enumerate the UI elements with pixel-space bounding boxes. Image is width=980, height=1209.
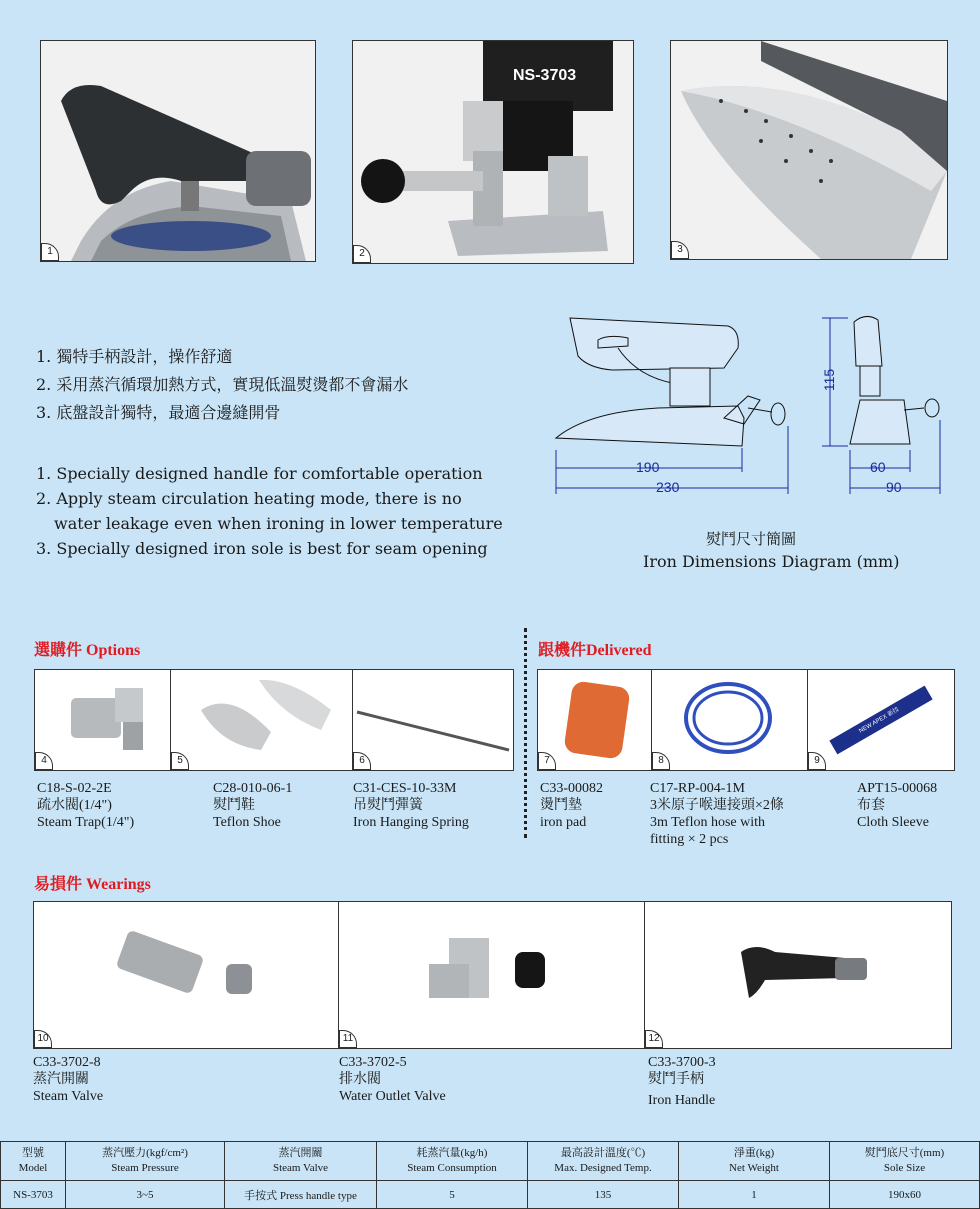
- item-number: 10: [34, 1030, 52, 1048]
- delivered-zh: 布套: [857, 798, 885, 813]
- spec-header-weight: 淨重(kg) Net Weight: [679, 1142, 830, 1181]
- photo-number: 1: [41, 243, 59, 261]
- wearing-image-water-outlet-valve: [338, 901, 646, 1049]
- option-image-steam-trap: [34, 669, 172, 771]
- spec-cell: 135: [528, 1181, 679, 1209]
- photo-iron-handle: [40, 40, 316, 262]
- option-zh: 吊熨鬥彈簧: [353, 798, 423, 813]
- dimension-lines: [548, 308, 948, 498]
- spec-data-row: [1, 1181, 980, 1209]
- section-divider: [524, 628, 527, 838]
- sleeve-text: NEW APEX 新技: [858, 706, 901, 735]
- option-en: Teflon Shoe: [213, 815, 281, 830]
- spec-header-row: [1, 1142, 980, 1181]
- wearing-en: Water Outlet Valve: [339, 1089, 446, 1104]
- spec-header-model: 型號 Model: [1, 1142, 66, 1181]
- feature-en-2: 2. Apply steam circulation heating mode, there is no: [36, 489, 462, 508]
- option-zh: 疏水閥(1/4"): [37, 798, 112, 813]
- delivered-en: 3m Teflon hose with: [650, 815, 766, 830]
- item-number: 6: [353, 752, 371, 770]
- delivered-code: APT15-00068: [857, 781, 938, 796]
- feature-zh-3: 3. 底盤設計獨特，最適合邊縫開骨: [36, 403, 281, 422]
- feature-en-3: 3. Specially designed iron sole is best for seam opening: [36, 539, 488, 558]
- steam-trap-icon: [35, 670, 171, 770]
- iron-handle-icon: [645, 902, 951, 1048]
- delivered-zh: 燙鬥墊: [540, 798, 582, 813]
- steam-valve-icon: [34, 902, 339, 1048]
- wearing-code: C33-3700-3: [648, 1055, 716, 1070]
- dim-sole-width: 60: [870, 459, 886, 475]
- spec-cell: 手按式 Press handle type: [225, 1181, 377, 1209]
- feature-en-1: 1. Specially designed handle for comfortable operation: [36, 464, 483, 483]
- spec-header-consumption: 耗蒸汽量(kg/h) Steam Consumption: [377, 1142, 528, 1181]
- wearing-code: C33-3702-8: [33, 1055, 101, 1070]
- photo-iron-sole: [670, 40, 948, 260]
- delivered-code: C33-00082: [540, 781, 603, 796]
- spec-header-temperature: 最高設計溫度(℃) Max. Designed Temp.: [528, 1142, 679, 1181]
- item-number: 11: [339, 1030, 357, 1048]
- wearing-zh: 蒸汽開關: [33, 1072, 89, 1087]
- option-code: C28-010-06-1: [213, 781, 293, 796]
- option-code: C18-S-02-2E: [37, 781, 112, 796]
- item-number: 4: [35, 752, 53, 770]
- option-code: C31-CES-10-33M: [353, 781, 457, 796]
- dim-height: 115: [821, 368, 838, 392]
- delivered-title: 跟機件Delivered: [538, 642, 652, 659]
- delivered-en: Cloth Sleeve: [857, 815, 929, 830]
- water-outlet-valve-icon: [339, 902, 645, 1048]
- feature-zh-1: 1. 獨特手柄設計，操作舒適: [36, 347, 233, 366]
- feature-en-2-cont: water leakage even when ironing in lower temperature: [54, 514, 503, 533]
- spec-header-valve: 蒸汽開關 Steam Valve: [225, 1142, 377, 1181]
- spec-header-sole-size: 熨鬥底尺寸(mm) Sole Size: [830, 1142, 980, 1181]
- diagram-title-zh: 熨鬥尺寸簡圖: [706, 530, 797, 548]
- spec-cell: 1: [679, 1181, 830, 1209]
- dim-sole-length: 190: [636, 459, 660, 475]
- item-number: 9: [808, 752, 826, 770]
- item-number: 12: [645, 1030, 663, 1048]
- wearing-image-iron-handle: [644, 901, 952, 1049]
- hanging-spring-icon: [353, 670, 513, 770]
- spec-cell: NS-3703: [1, 1181, 66, 1209]
- wearing-en: Iron Handle: [648, 1093, 716, 1108]
- wearing-zh: 排水閥: [339, 1072, 381, 1087]
- delivered-en-cont: fitting × 2 pcs: [650, 832, 729, 847]
- iron-pad-icon: [538, 670, 652, 770]
- option-image-teflon-shoe: [170, 669, 354, 771]
- iron-sole-illustration: [671, 41, 947, 259]
- dim-total-width: 90: [886, 479, 902, 495]
- item-number: 7: [538, 752, 556, 770]
- iron-handle-illustration: [41, 41, 315, 261]
- spec-cell: 190x60: [830, 1181, 980, 1209]
- model-label: NS-3703: [513, 67, 577, 84]
- item-number: 8: [652, 752, 670, 770]
- option-image-hanging-spring: [352, 669, 514, 771]
- photo-number: 2: [353, 245, 371, 263]
- spec-cell: 3~5: [66, 1181, 225, 1209]
- spec-header-pressure: 蒸汽壓力(kgf/cm²) Steam Pressure: [66, 1142, 225, 1181]
- wearing-code: C33-3702-5: [339, 1055, 407, 1070]
- delivered-image-iron-pad: [537, 669, 653, 771]
- options-title: 選購件 Options: [34, 642, 141, 659]
- option-en: Steam Trap(1/4"): [37, 815, 135, 830]
- photo-number: 3: [671, 241, 689, 259]
- delivered-zh: 3米原子喉連接頭×2條: [650, 798, 784, 813]
- feature-zh-2: 2. 采用蒸汽循環加熱方式，實現低溫熨燙都不會漏水: [36, 375, 409, 394]
- teflon-shoe-icon: [171, 670, 353, 770]
- delivered-image-cloth-sleeve: [807, 669, 955, 771]
- option-zh: 熨鬥鞋: [213, 798, 255, 813]
- delivered-code: C17-RP-004-1M: [650, 781, 745, 796]
- wearing-image-steam-valve: [33, 901, 340, 1049]
- teflon-hose-icon: [652, 670, 808, 770]
- wearing-en: Steam Valve: [33, 1089, 104, 1104]
- photo-valve-assembly: [352, 40, 634, 264]
- spec-cell: 5: [377, 1181, 528, 1209]
- delivered-en: iron pad: [540, 815, 587, 830]
- wearings-title: 易損件 Wearings: [34, 876, 151, 893]
- item-number: 5: [171, 752, 189, 770]
- delivered-image-teflon-hose: [651, 669, 809, 771]
- dim-total-length: 230: [656, 479, 680, 495]
- diagram-title-en: Iron Dimensions Diagram (mm): [643, 552, 900, 571]
- valve-assembly-illustration: [353, 41, 633, 263]
- spec-table: [0, 1141, 980, 1209]
- wearing-zh: 熨鬥手柄: [648, 1072, 704, 1087]
- option-en: Iron Hanging Spring: [353, 815, 469, 830]
